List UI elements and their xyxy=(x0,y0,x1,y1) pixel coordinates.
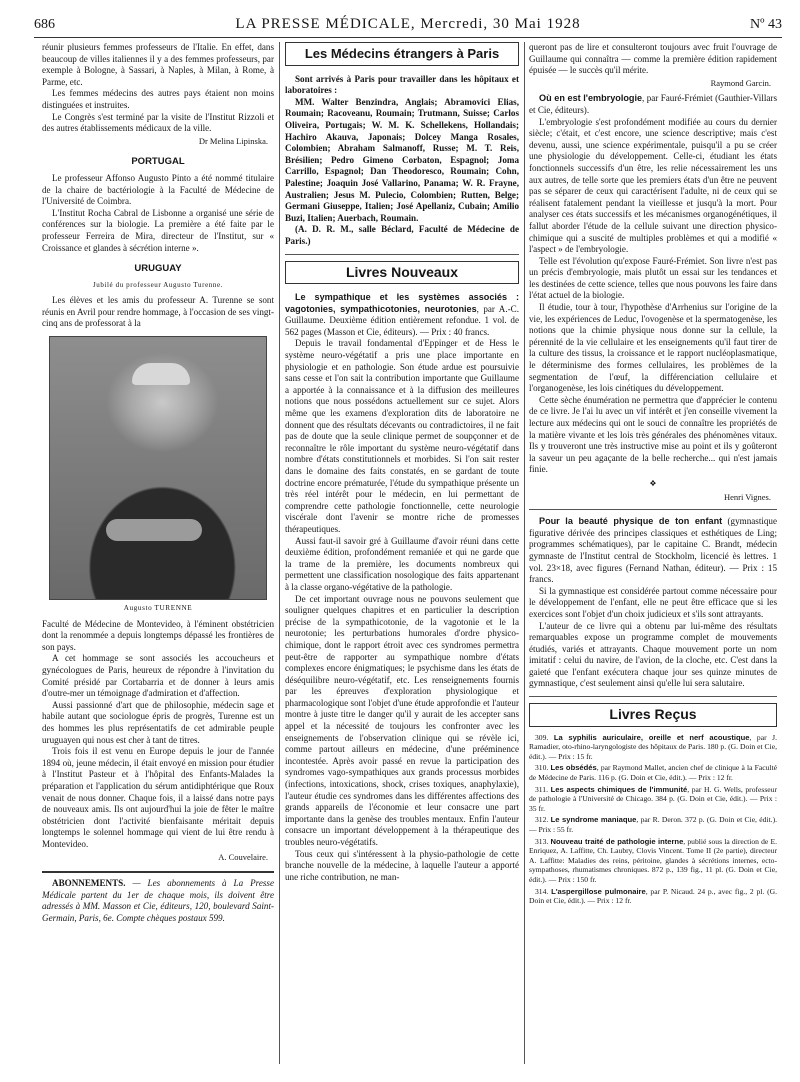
paragraph: Le Congrès s'est terminé par la visite de l'Institut Rizzoli et des autres établissements médicaux de la ville. xyxy=(42,111,274,134)
photo-caption: Augusto TURENNE xyxy=(123,604,193,613)
item-title: Le syndrome maniaque xyxy=(550,815,637,825)
paragraph: L'embryologie s'est profondément modifiée au cours du dernier siècle; c'était, et c'est encore, une science descriptive; mais c'est devenu, aussi, une science expérimentale, puisqu'il a pu se créer une physiologie du développement. Celle-ci, étudiant les états fonctionnels successifs d'un être, les relie nécessairement les uns aux autres, de telle sorte que les premiers états d'un être ne peuvent pas se séparer de ceux qui caractérisent l'adulte, ni de ceux qui se réalisent fatalement pendant la vieillesse et jusqu'à la mort. Pour analyser ces états successifs et les mécanismes organogénétiques, il fallut aborder l'étude de la cellule suivant une direction physico-chimique qui a suscité de multiples problèmes et qui a modifié « l'aspect » de l'embryologie. xyxy=(529,116,777,255)
item-number: 314. xyxy=(535,886,552,896)
subscriptions-text: — Les abonnements à La Presse Médicale partent du 1er de chaque mois, ils doivent être adressés à MM. Masson et Cie, éditeurs, 120, boulevard Saint-Germain, Paris, 6e. Compte chèques postaux 599. xyxy=(42,878,274,923)
paragraph: A cet hommage se sont associés les accoucheurs et gynécologues de Paris, heureux de répondre à l'invitation du Comité présidé par Cortabarria et de donner à leurs amis d'outre-mer un témoignage d'admiration et d'affection. xyxy=(42,653,274,699)
received-book-item xyxy=(529,887,777,906)
received-books-list xyxy=(529,733,777,906)
column-middle xyxy=(285,42,519,1072)
portrait-hands xyxy=(106,519,202,541)
item-title: L'aspergillose pulmonaire xyxy=(551,886,646,896)
received-book-item xyxy=(529,815,777,834)
book-title: Pour la beauté physique de ton enfant xyxy=(539,516,723,527)
portrait-hair xyxy=(132,363,190,385)
paragraph: queront pas de lire et consulteront toujours avec fruit l'ouvrage de Guillaume qui connaîtra — comme la première édition rapidement épuisée — le succès qu'il mérite. xyxy=(529,42,777,76)
item-number: 312. xyxy=(535,815,551,825)
divider xyxy=(529,509,777,510)
ornament-icon: ❖ xyxy=(649,478,657,488)
paragraph: Cette sèche énumération ne permettra que d'apprécier le contenu de ce livre. Je l'ai lu avec un vif intérêt et j'en conseille vivement la lecture aux médecins qui ont le souci de connaître les propriétés de la matière vivante et les lois très générales des phénomènes vitaux. Ils y trouveront une très instructive mise au point et ils y goûteront la saveur un peu agaçante de la belle recherche... qui n'est jamais finie. xyxy=(529,394,777,475)
paragraph: De cet important ouvrage nous ne pouvons seulement que souligner quelques chapitres et en particulier la description précise de la sympathicotonie, de la vagotonie et le la neurotonie; les perturbations humorales d'ordre physico-chimique, dont le rapport étroit avec ces syndromes permettra peut-être de rapporter au sympathique nombre d'états complexes encore énigmatiques; le psychisme dans les états de déséquilibre neuro-végétatif, etc. Les renseignements fournis par les épreuves d'exploration physiologique et pharmacologique sont l'objet d'une étude approfondie et l'auteur montre à juste titre le danger qu'il y aurait de les accepter sans appel et la nécessité de toujours les confronter avec les enseignements de l'observation clinique qui se révèle ici, comme partout ailleurs en médecine, d'une prééminence incontestée. Après avoir passé en revue la participation des syndromes vago-sympathiques aux grands processus morbides (infections, intoxications, shock, crises toxiques, anaphylaxie), l'auteur étudie ces syndromes dans les différentes affections des grands appareils de l'économie et leur consacre une part importante dans la genèse des troubles mentaux. Enfin l'auteur consacre un important développement à la thérapeutique des troubles neuro-végétatifs. xyxy=(285,593,519,847)
paragraph: L'auteur de ce livre qui a obtenu par lui-même des résultats remarquables expose un programme complet de mouvements étudiés, variés et attrayants. Chaque mouvement porte un nom imitatif : celui du navire, de l'avion, de la cloche, etc. C'est dans la gaieté que l'enfant exécutera chaque jour ses quinze minutes de gymnastique, c'est seulement ainsi qu'elle lui sera salutaire. xyxy=(529,620,777,689)
item-details: , par R. Deron. 372 p. (G. Doin et Cie, édit.). — Prix : 55 fr. xyxy=(529,815,777,834)
book-title: Où en est l'embryologie xyxy=(539,93,643,104)
item-number: 310. xyxy=(535,763,551,773)
portrait-photo xyxy=(49,336,267,600)
received-book-item xyxy=(529,837,777,885)
signature: Dr Melina Lipinska. xyxy=(198,135,268,146)
item-details: , par H. G. Wells, professeur de pathologie à l'Université de Chicago. 384 p. (G. Doin et Cie, édit.). — Prix : 35 fr. xyxy=(529,784,777,813)
item-title: La syphilis auriculaire, oreille et nerf acoustique xyxy=(553,732,750,742)
section-heading-uruguay: URUGUAY xyxy=(134,263,182,275)
paragraph: Trois fois il est venu en Europe depuis le jour de l'année 1894 où, jeune médecin, il était envoyé en mission pour étudier à l'Institut Pasteur et à l'hôpital des Enfants-Malades la préparation et l'application du sérum antidiphtérique que Roux venait de nous donner. Chaque fois, il a laissé dans notre pays de nouveaux amis. Ils ont aujourd'hui la joie de fêter le maître obstétricien dont l'activité bienfaisante méritait depuis longtemps le solennel hommage qui vient de lui être rendu à Montevideo. xyxy=(42,746,274,849)
item-number: 313. xyxy=(535,836,551,846)
divider xyxy=(529,696,777,697)
paragraph: Il étudie, tour à tour, l'hypothèse d'Arrhenius sur l'origine de la vie, les expériences de Leduc, l'ovogenèse et la spermatogenèse, les notions que la chimie physique nous donne sur la cellule, la pérennité de la vie cellulaire et les enseignements qu'il faut tirer de la culture des tissus, la croissance et le rapport nucléoplasmatique, le déterminisme des formes cellulaires, les problèmes de la segmentation de l'œuf, la différenciation cellulaire et l'organogenèse, les lois cinétiques du développement. xyxy=(529,302,777,394)
item-title: Les obsédés xyxy=(550,763,597,773)
item-title: Les aspects chimiques de l'immunité xyxy=(550,784,688,794)
paragraph: Sont arrivés à Paris pour travailler dans les hôpitaux et laboratoires : xyxy=(285,73,519,96)
paragraph: Telle est l'évolution qu'expose Fauré-Frémiet. Son livre n'est pas un précis d'embryologie, mais plutôt un essai sur les tendances et les destinées de cette science, telles que nous pouvons les faire dans l'état actuel de la biologie. xyxy=(529,255,777,301)
paragraph: Tous ceux qui s'intéressent à la physio-pathologie de cette branche nouvelle de la médecine, à laquelle l'auteur a apporté une riche contribution, ne man- xyxy=(285,848,519,882)
subscriptions-notice xyxy=(42,871,274,924)
section-heading-medecins-etrangers: Les Médecins étrangers à Paris xyxy=(285,42,519,66)
paragraph: L'Institut Rocha Cabral de Lisbonne a organisé une série de conférences sur la biologie. La première a été faite par le professeur Ferreira de Mira, directeur de l'Institut, sur « Croissance et glandes à sécrétion interne ». xyxy=(42,207,274,253)
doctor-list: MM. Walter Benzindra, Anglais; Abramovici Elias, Roumain; Racoveanu, Roumain; Trutmann, Suisse; Carlos Oliveira, Portugais; W. M. K. Schellekens, Hollandais; Hachiro Akauva, Japonais; Dolcey Manga Rosales, Colombien; Abraham Salmanoff, Russe; M. T. Reis, Brésilien; Pedro Gimeno Corbaton, Espagnol; Joma Carrillo, Espagnol; Dan Theodoresco, Roumain; Cohn, Palestine; Joaquin José Vallarino, Panama; W. R. Frayne, Australien; Jesus M. Pulecio, Colombien; Rutten, Belge; Germani Giuseppe, Italien; José Apellaniz, Cubain; Amilio Buzi, Italien; Auerbach, Roumain. xyxy=(285,96,519,223)
journal-title: LA PRESSE MÉDICALE, Mercredi, 30 Mai 1928 xyxy=(235,16,581,32)
paragraph: (A. D. R. M., salle Béclard, Faculté de Médecine de Paris.) xyxy=(285,224,519,246)
column-left xyxy=(42,42,274,1042)
item-details: , par Raymond Mallet, ancien chef de clinique à la Faculté de Médecine de Paris. 116 p. (G. Doin et Cie, édit.). — Prix : 12 fr. xyxy=(529,763,777,783)
column-divider xyxy=(279,42,280,1064)
page-header xyxy=(34,14,782,36)
book-entry xyxy=(529,93,777,116)
paragraph: Les élèves et les amis du professeur A. Turenne se sont réunis en Avril pour rendre hommage, à l'occasion de ses vingt-cinq ans de professorat à la xyxy=(42,295,274,329)
signature: Henri Vignes. xyxy=(723,491,771,502)
received-book-item xyxy=(529,733,777,762)
item-number: 311. xyxy=(535,784,551,794)
paragraph: réunir plusieurs femmes professeurs de l'Italie. En effet, dans beaucoup de villes italiennes il y a des femmes professeurs, par exemple à Bologne, à Sassari, à Naples, à Milan, à Rome, à Parme, etc. xyxy=(42,42,274,87)
section-heading-portugal: PORTUGAL xyxy=(131,156,185,168)
header-rule xyxy=(34,37,782,38)
book-details: , par Fauré-Frémiet (Gauthier-Villars et Cie, éditeurs). xyxy=(529,93,777,115)
divider xyxy=(285,254,519,255)
paragraph: Faculté de Médecine de Montevideo, à l'éminent obstétricien dont la renommée a depuis longtemps dépassé les frontières de son pays. xyxy=(42,618,274,652)
item-details: , par P. Nicaud. 24 p., avec fig., 2 pl. (G. Doin et Cie, édit.). — Prix : 12 fr. xyxy=(529,886,777,906)
received-book-item xyxy=(529,785,777,814)
book-entry xyxy=(285,292,519,338)
section-heading-livres-nouveaux: Livres Nouveaux xyxy=(285,261,519,285)
column-right xyxy=(529,42,777,1072)
paragraph: Si la gymnastique est considérée partout comme nécessaire pour le développement de l'enfant, elle ne peut être efficace que si les exercices sont l'objet d'un choix judicieux et s'ils sont attrayants. xyxy=(529,585,777,619)
received-book-item xyxy=(529,763,777,782)
paragraph: Aussi passionné d'art que de philosophie, médecin sage et habile autant que sociologue épris de progrès, Turenne est un des hommes les plus représentatifs de cet admirable peuple uruguayen qui nous est cher à tant de titres. xyxy=(42,699,274,745)
book-title: Le sympathique et les systèmes associés : vagotonies, sympathicotonies, neurotonies xyxy=(285,292,519,314)
paragraph: Aussi faut-il savoir gré à Guillaume d'avoir réuni dans cette deuxième édition, profondément remaniée et qui ne garde que la trame de la première, les documents nombreux qui permettent une classification nosologique des faits appartenant à la classe organo-végétative de la pathologie. xyxy=(285,535,519,592)
item-title: Nouveau traité de pathologie interne xyxy=(550,836,684,846)
item-number: 309. xyxy=(535,732,554,742)
section-heading-livres-recus: Livres Reçus xyxy=(529,703,777,727)
item-details: , publié sous la direction de E. Enriquez, A. Laffitte, Ch. Laubry, Clovis Vincent. Tome II (2e partie), directeur A. Laffitte: Maladies des reins, péritoine, glandes à sécrétions internes, ecto-sympathoses, rhumatismes chroniques. 872 p., 139 fig., 11 pl. (G. Doin et Cie, édit.). — Prix : 150 fr. xyxy=(529,836,777,884)
section-subheading: Jubilé du professeur Augusto Turenne. xyxy=(92,280,224,289)
subscriptions-label: ABONNEMENTS. xyxy=(52,878,126,889)
column-divider xyxy=(524,42,525,1064)
book-details: , par A.-C. Guillaume. Deuxième édition entièrement refondue. 1 vol. de 562 pages (Masson et Cie, éditeurs). — Prix : 40 francs. xyxy=(285,303,519,337)
signature: Raymond Garcin. xyxy=(710,77,771,88)
book-details: (gymnastique figurative dérivée des principes classiques et esthétiques de Ling; programmes schématiques), par le capitaine C. Brandt, médecin gymnaste de l'Institut central de Stockholm, licencié ès lettres. 1 vol. 23×18, avec figures (Fernand Nathan, éditeur). — Prix : 15 francs. xyxy=(529,516,777,585)
item-details: , par J. Ramadier, oto-rhino-laryngologiste des hôpitaux de Paris. 180 p. (G. Doin et Cie, édit.). — Prix : 15 fr. xyxy=(529,732,777,761)
issue-number: Nº 43 xyxy=(750,17,782,32)
paragraph: Depuis le travail fondamental d'Eppinger et de Hess le système neuro-végétatif a pris une place importante en physiologie et en pathologie. Son étude ardue est poursuivie sans cesse et l'on sait la contribution importante que Guillaume a apportée à la connaissance et à la diffusion des meilleures notions que nous possédons actuellement sur ce sujet. Alors même que les examens d'exploration dits de laboratoire ne donnent que des résultats décevants ou contradictoires, il ne fait pas de doute que la seule clinique permet de soupçonner et de reconnaître le rôle important du système neuro-végétatif dans nombre d'états constitutionnels et morbides. Si l'on sait rester dans le domaine des faits constatés, en se gardant de toute doctrine encore prématurée, l'étude du sympathique présente un très réel intérêt pour le médecin, en lui permettant de comprendre cette pathologie fonctionnelle, cette neurologie viscérale dont l'avenir se montre riche de promesses thérapeutiques. xyxy=(285,338,519,534)
signature: A. Couvelaire. xyxy=(218,851,268,862)
book-entry xyxy=(529,516,777,586)
page-number: 686 xyxy=(34,17,55,32)
paragraph: Les femmes médecins des autres pays étaient non moins distinguées et instruites. xyxy=(42,88,274,110)
paragraph: Le professeur Affonso Augusto Pinto a été nommé titulaire de la chaire de bactériologie à la Faculté de Médecine de l'Université de Coimbra. xyxy=(42,172,274,207)
